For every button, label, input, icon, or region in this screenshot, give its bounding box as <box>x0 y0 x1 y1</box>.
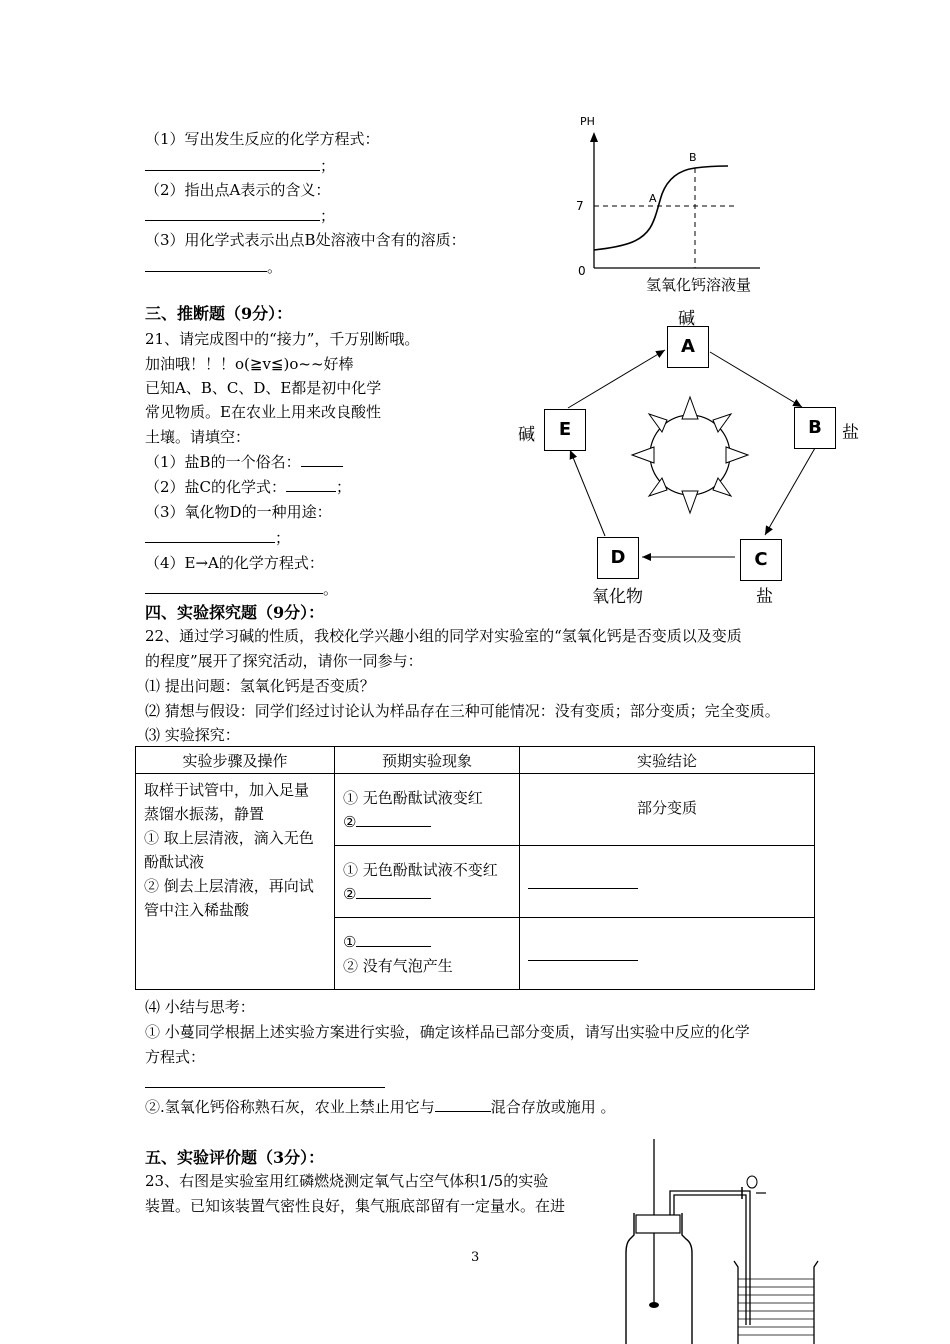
q23-line2: 装置。已知该装置气密性良好，集气瓶底部留有一定量水。在进 <box>145 1197 566 1215</box>
q21-line3: 已知A、B、C、D、E都是初中化学 <box>145 379 382 397</box>
label-d: 氧化物 <box>592 587 643 607</box>
arrow-a-to-b <box>710 352 802 407</box>
section5-title: 五、实验评价题（3分）： <box>145 1148 325 1167</box>
q23-line1: 23、右图是实验室用红磷燃烧测定氧气占空气体积1/5的实验 <box>145 1172 549 1190</box>
q22-s1: ⑴ 提出问题：氢氧化钙是否变质？ <box>145 677 375 695</box>
q21-line1: 21、请完成图中的“接力”，千万别断哦。 <box>145 330 420 348</box>
row3-phen2: ② 没有气泡产生 <box>343 957 453 975</box>
arrow-d-to-e <box>570 450 605 536</box>
row2-conclusion[interactable] <box>520 846 815 918</box>
q22-s4-1a: ① 小蔓同学根据上述实验方案进行实验，确定该样品已部分变质，请写出实验中反应的化学 <box>145 1023 750 1041</box>
q21-answer3[interactable]: ； <box>145 527 290 548</box>
q20-answer2[interactable]: ； <box>145 205 335 226</box>
q21-part2[interactable]: （2）盐C的化学式： ； <box>145 478 352 496</box>
q21-part4: （4）E→A的化学方程式： <box>145 554 324 572</box>
stopper <box>636 1215 680 1233</box>
q22-s3: ⑶ 实验探究： <box>145 726 240 744</box>
tick-7: 7 <box>576 199 584 213</box>
row1-conclusion: 部分变质 <box>520 774 815 846</box>
glass-tube-inner <box>674 1195 746 1325</box>
node-a: A <box>667 326 709 368</box>
row3-phenomenon <box>335 918 520 990</box>
y-label: PH <box>580 115 595 128</box>
step-line: 酚酞试液 <box>144 853 205 871</box>
step-line: ② 倒去上层清液，再向试 <box>144 877 314 895</box>
y-axis-arrow <box>590 132 598 142</box>
q21-part1[interactable]: （1）盐B的一个俗名： <box>145 451 343 472</box>
bottle-right <box>682 1213 692 1344</box>
q22-s4-1b: 方程式： <box>145 1048 206 1066</box>
section3-title: 三、推断题（9分）： <box>145 304 293 323</box>
step-line: 管中注入稀盐酸 <box>144 901 250 919</box>
q22-s2: ⑵ 猜想与假设：同学们经过讨论认为样品存在三种可能情况：没有变质；部分变质；完全变质。 <box>145 702 780 720</box>
header-conclusion: 实验结论 <box>520 747 815 774</box>
row3-phen1[interactable]: ① <box>343 930 511 954</box>
page-number: 3 <box>471 1250 480 1265</box>
point-a-label: A <box>649 192 657 205</box>
label-e: 碱 <box>518 425 535 445</box>
q22-line1: 22、通过学习碱的性质，我校化学兴趣小组的同学对实验室的“氢氧化钙是否变质以及变质 <box>145 627 742 645</box>
step-line: ① 取上层清液，滴入无色 <box>144 829 314 847</box>
q21-line5: 土壤。请填空： <box>145 428 251 446</box>
q20-answer1[interactable]: ； <box>145 155 335 176</box>
row1-phen2[interactable]: ② <box>343 810 511 834</box>
node-e: E <box>544 409 586 451</box>
q22-s4: ⑷ 小结与思考： <box>145 998 255 1016</box>
q21-line4: 常见物质。E在农业上用来改良酸性 <box>145 403 381 421</box>
arrow-b-to-c <box>765 448 815 535</box>
label-a: 碱 <box>678 309 695 329</box>
q22-equation-blank[interactable] <box>145 1074 385 1092</box>
node-b: B <box>794 407 836 449</box>
q22-s4-2[interactable]: ②.氢氧化钙俗称熟石灰，农业上禁止用它与 混合存放或施用 。 <box>145 1098 616 1116</box>
step-line: 取样于试管中，加入足量 <box>144 781 310 799</box>
header-phenomenon: 预期实验现象 <box>335 747 520 774</box>
section4-title: 四、实验探究题（9分）： <box>145 603 325 622</box>
point-b-label: B <box>689 151 697 164</box>
header-steps: 实验步骤及操作 <box>136 747 335 774</box>
origin-label: 0 <box>578 264 586 278</box>
node-d: D <box>597 537 639 579</box>
table-header-row <box>136 747 815 774</box>
row1-phenomenon <box>335 774 520 846</box>
row2-phen2[interactable]: ② <box>343 882 511 906</box>
q20-part1: （1）写出发生反应的化学方程式： <box>145 130 380 148</box>
ph-curve <box>594 166 728 250</box>
clamp-handle <box>747 1176 757 1188</box>
x-label: 氢氧化钙溶液量 <box>646 276 752 294</box>
node-c: C <box>740 539 782 581</box>
ph-curve-chart <box>570 110 780 300</box>
q20-part3: （3）用化学式表示出点B处溶液中含有的溶质： <box>145 231 466 249</box>
q22-line2: 的程度”展开了探究活动，请你一同参与： <box>145 652 423 670</box>
apparatus-diagram <box>620 1135 835 1344</box>
table-row <box>136 774 815 846</box>
q21-answer4[interactable]: 。 <box>145 578 338 599</box>
step-line: 蒸馏水振荡，静置 <box>144 805 265 823</box>
burning-spoon <box>649 1302 659 1308</box>
steps-cell <box>136 774 335 990</box>
row3-conclusion[interactable] <box>520 918 815 990</box>
experiment-table <box>135 746 815 990</box>
row2-phenomenon <box>335 846 520 918</box>
label-b: 盐 <box>842 423 859 443</box>
q20-part2: （2）指出点A表示的含义： <box>145 181 331 199</box>
q20-answer3[interactable]: 。 <box>145 256 282 277</box>
bottle-left <box>626 1213 634 1344</box>
row2-phen1: ① 无色酚酞试液不变红 <box>343 861 498 879</box>
q21-line2: 加油哦！！！o(≧v≦)o~~好棒 <box>145 355 354 373</box>
label-c: 盐 <box>756 587 773 607</box>
arrow-e-to-a <box>568 350 665 408</box>
row1-phen1: ① 无色酚酞试液变红 <box>343 789 483 807</box>
q21-part3: （3）氧化物D的一种用途： <box>145 503 332 521</box>
